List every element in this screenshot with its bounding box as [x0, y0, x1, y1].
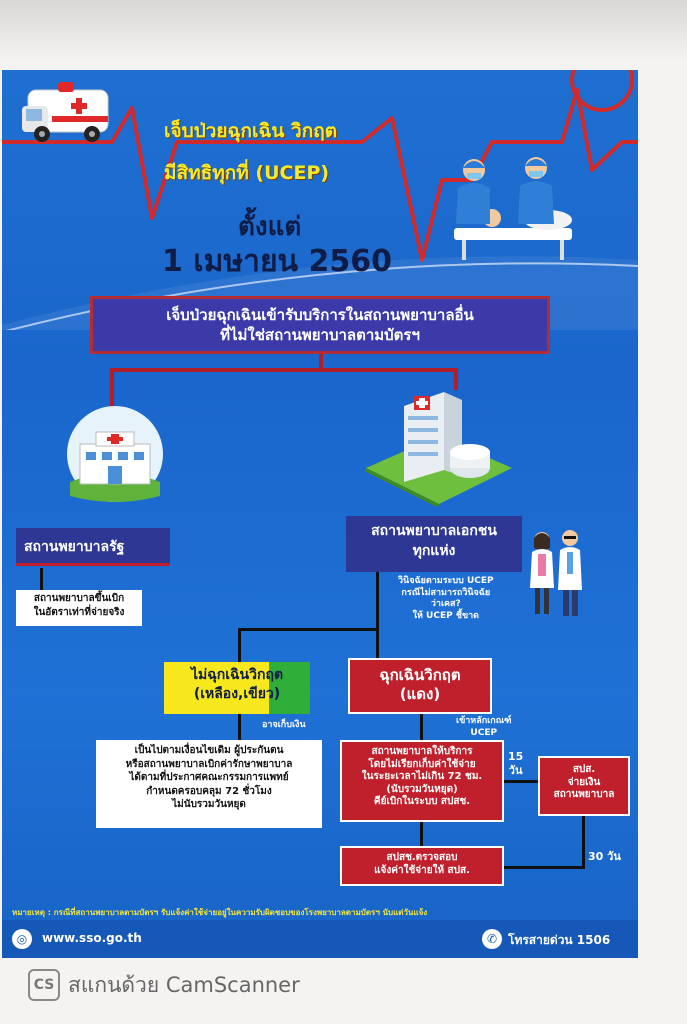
emergency-service-line-3: ในระยะเวลาไม่เกิน 72 ชม. [361, 771, 483, 782]
doctors-standing-icon [526, 528, 588, 620]
connector-private-down [376, 572, 379, 630]
remark-text: หมายเหตุ : กรณีที่สถานพยาบาลตามบัตรฯ รับแจ้งค่าใช้จ่ายอยู่ในความรับผิดชอบของโรงพยาบาลตามบัตรฯ นับแต่วันแจ้ง [12, 908, 428, 917]
public-hospital-note-line-2: ในอัตราเท่าที่จ่ายจริง [33, 606, 125, 618]
public-hospital-label-text: สถานพยาบาลรัฐ [24, 539, 125, 555]
emergency-service-line-4: (นับรวมวันหยุด) [386, 783, 458, 795]
emergency-criteria-line-1: เข้าหลักเกณฑ์ [456, 716, 512, 726]
connector-service-right [504, 780, 538, 783]
footer-bar [2, 920, 638, 958]
emergency-box [348, 658, 492, 714]
globe-icon: ◎ [12, 929, 32, 949]
private-hospital-note-line-1: วินิจฉัยตามระบบ UCEP [398, 576, 494, 586]
emergency-criteria-line-2: UCEP [470, 727, 498, 738]
header-title-line-2: มีสิทธิทุกที่ (UCEP) [164, 162, 330, 184]
emergency-service-line-1: สถานพยาบาลให้บริการ [371, 746, 473, 757]
public-hospital-note [16, 590, 142, 626]
public-hospital-note-line-1: สถานพยาบาลขึ้นเบิก [33, 593, 125, 604]
page-top-shadow [0, 0, 687, 60]
days-15-number: 15 [508, 750, 524, 763]
connector-audit-up [582, 816, 585, 869]
connector-left-down [110, 368, 114, 406]
private-hospital-note-line-2: กรณีไม่สามารถวินิจฉัย [401, 587, 491, 598]
nhso-audit-box [340, 846, 504, 886]
emergency-service-line-5: คีย์เบิกในระบบ สปสช. [373, 796, 471, 807]
non-emergency-box [164, 662, 310, 714]
non-emergency-detail-line-2: หรือสถานพยาบาลเบิกค่ารักษาพยาบาล [125, 758, 293, 770]
connector-branch-right [376, 628, 379, 660]
nhso-audit-line-1: สปสช.ตรวจสอบ [386, 852, 458, 863]
main-condition-line-1: เจ็บป่วยฉุกเฉินเข้ารับบริการในสถานพยาบาลอื่น [166, 306, 474, 324]
days-15-label [508, 750, 523, 779]
non-emergency-detail-line-3: ได้ตามที่ประกาศคณะกรรมการแพทย์ [129, 772, 289, 783]
main-condition-line-2: ที่ไม่ใช่สถานพยาบาลตามบัตรฯ [220, 326, 420, 345]
connector-service-audit [420, 822, 423, 846]
ucep-poster [2, 70, 638, 958]
header-title-line-4: 1 เมษายน 2560 [162, 244, 392, 279]
private-hospital-note [398, 576, 494, 623]
connector-non-emergency-down [238, 714, 241, 742]
footer-hotline: โทรสายด่วน 1506 [508, 933, 611, 947]
days-30-label: 30 วัน [588, 850, 621, 863]
camscanner-text: สแกนด้วย CamScanner [68, 972, 300, 997]
emergency-line-1: ฉุกเฉินวิกฤต [379, 666, 461, 684]
nhso-audit-line-2: แจ้งค่าใช้จ่ายให้ สปส. [374, 864, 470, 876]
header-title-line-3: ตั้งแต่ [238, 212, 302, 242]
surgeons-illustration [448, 154, 580, 264]
private-hospital-label-line-1: สถานพยาบาลเอกชน [371, 523, 497, 539]
non-emergency-detail-line-1: เป็นไปตามเงื่อนไขเดิม ผู้ประกันตน [134, 745, 284, 756]
connector-branch-left [238, 628, 241, 662]
connector-main-horizontal [110, 368, 458, 372]
private-hospital-note-line-3: ว่าเคส? [430, 599, 461, 610]
connector-audit-right [504, 866, 584, 869]
non-emergency-line-1: ไม่ฉุกเฉินวิกฤต [190, 667, 284, 683]
connector-emergency-down [420, 714, 423, 740]
ambulance-icon [18, 76, 114, 148]
non-emergency-detail-line-4: กำหนดครอบคลุม 72 ชั่วโมง [146, 785, 272, 797]
public-hospital-label [16, 528, 170, 566]
sso-payment-box [538, 756, 630, 816]
private-hospital-note-line-4: ให้ UCEP ชี้ขาด [412, 611, 480, 622]
non-emergency-detail-line-5: ไม่นับรวมวันหยุด [172, 799, 246, 810]
non-emergency-detail [96, 740, 322, 828]
emergency-service-box [340, 740, 504, 822]
sso-payment-line-1: สปส. [572, 764, 596, 775]
emergency-criteria [456, 716, 512, 739]
header-title-line-1: เจ็บป่วยฉุกเฉิน วิกฤต [164, 120, 338, 142]
private-hospital-icon [364, 386, 514, 506]
connector-public-note [40, 568, 43, 592]
private-hospital-label [346, 516, 522, 572]
sso-payment-line-3: สถานพยาบาล [553, 789, 615, 800]
phone-icon: ✆ [482, 929, 502, 949]
emergency-line-2: (แดง) [399, 684, 441, 703]
non-emergency-pay-note: อาจเก็บเงิน [262, 720, 306, 730]
connector-branch-horizontal [238, 628, 378, 631]
non-emergency-line-2: (เหลือง,เขียว) [193, 685, 281, 702]
main-condition-box [90, 296, 550, 354]
sso-payment-line-2: จ่ายเงิน [567, 776, 601, 788]
camscanner-logo-icon: CS [28, 969, 60, 1001]
days-15-unit: วัน [508, 764, 523, 778]
footer-website[interactable]: www.sso.go.th [42, 931, 142, 945]
camscanner-watermark [28, 968, 300, 1002]
private-hospital-label-line-2: ทุกแห่ง [412, 542, 456, 559]
public-hospital-icon [56, 404, 174, 504]
emergency-service-line-2: โดยไม่เรียกเก็บค่าใช้จ่าย [368, 758, 476, 770]
